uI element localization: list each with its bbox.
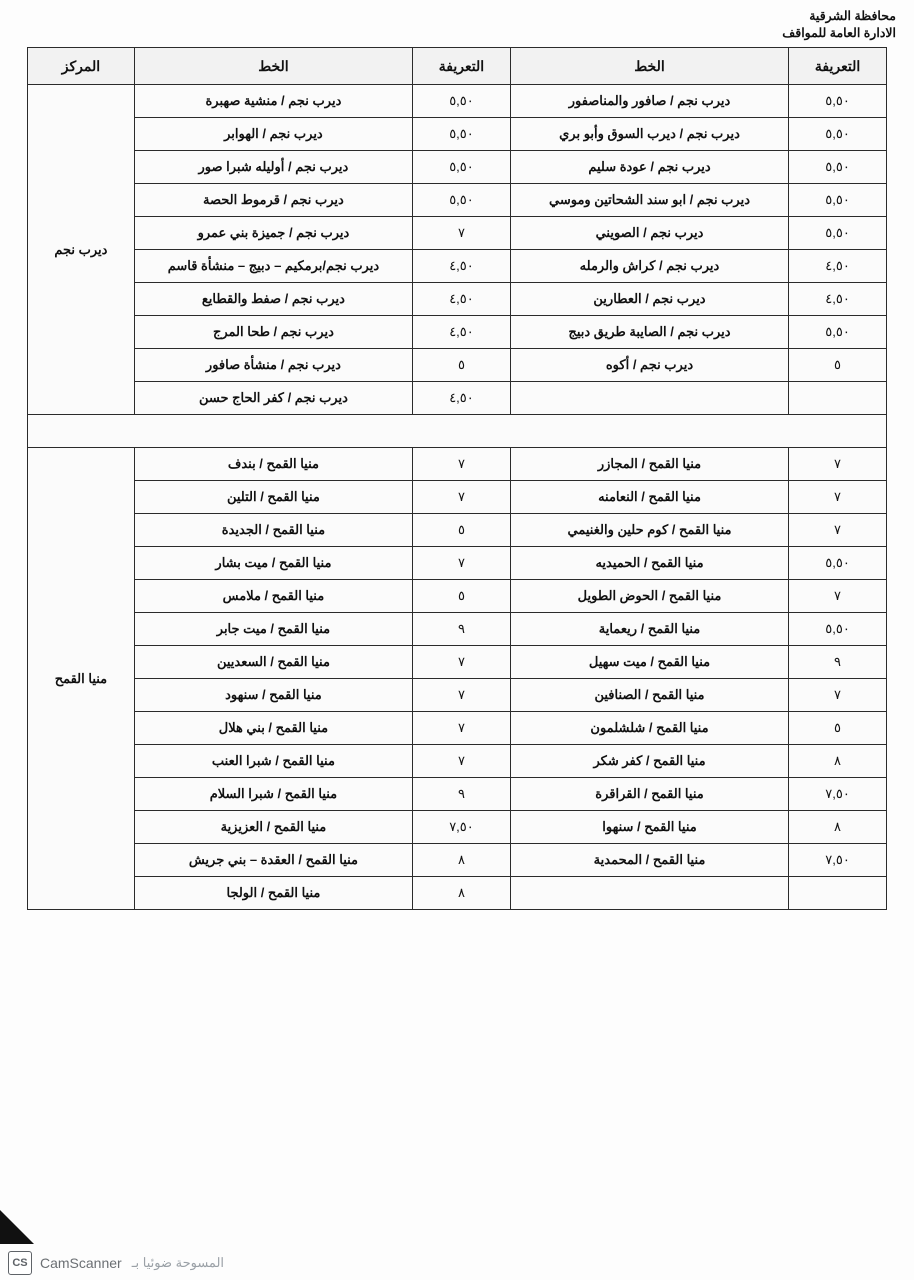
camscanner-footer [0, 1246, 914, 1280]
cell-line-primary: منيا القمح / التلين [134, 481, 412, 514]
cell-fare-secondary: ٥,٥٠ [789, 613, 887, 646]
cell-fare-primary: ٧ [413, 481, 511, 514]
cell-line-primary: ديرب نجم / منشية صهبرة [134, 85, 412, 118]
cell-fare-secondary: ٧ [789, 580, 887, 613]
table-row [28, 283, 887, 316]
table-row [28, 712, 887, 745]
cell-line-primary: ديرب نجم / قرموط الحصة [134, 184, 412, 217]
page-corner-fold [0, 1210, 34, 1244]
cell-line-primary: ديرب نجم / كفر الحاج حسن [134, 382, 412, 415]
cell-fare-secondary: ٧ [789, 679, 887, 712]
camscanner-label: CamScanner [40, 1255, 122, 1271]
cell-fare-primary: ٧ [413, 646, 511, 679]
cell-fare-secondary: ٤,٥٠ [789, 283, 887, 316]
cell-fare-primary: ٥,٥٠ [413, 151, 511, 184]
cell-line-primary: منيا القمح / شبرا العنب [134, 745, 412, 778]
cell-fare-secondary: ٥,٥٠ [789, 217, 887, 250]
cell-line-primary: منيا القمح / بني هلال [134, 712, 412, 745]
cell-line-secondary: منيا القمح / الحميديه [510, 547, 788, 580]
cell-line-primary: منيا القمح / سنهود [134, 679, 412, 712]
cell-fare-primary: ٧ [413, 712, 511, 745]
table-row [28, 85, 887, 118]
cell-fare-primary: ٧,٥٠ [413, 811, 511, 844]
cell-line-secondary: ديرب نجم / صافور والمناصفور [510, 85, 788, 118]
cell-line-secondary: منيا القمح / ميت سهيل [510, 646, 788, 679]
column-header-fare-right: التعريفة [789, 48, 887, 85]
cell-line-primary: ديرب نجم / أوليله شبرا صور [134, 151, 412, 184]
administration-label: الادارة العامة للمواقف [782, 25, 896, 40]
table-row [28, 151, 887, 184]
table-row [28, 514, 887, 547]
cell-fare-secondary: ٥,٥٠ [789, 184, 887, 217]
cell-fare-primary: ٧ [413, 547, 511, 580]
cell-fare-primary: ٧ [413, 217, 511, 250]
cell-fare-secondary: ٩ [789, 646, 887, 679]
cell-fare-primary: ٤,٥٠ [413, 250, 511, 283]
table-row [28, 118, 887, 151]
table-row [28, 250, 887, 283]
cell-fare-secondary: ٧ [789, 448, 887, 481]
table-row [28, 316, 887, 349]
cell-fare-secondary: ٥,٥٠ [789, 316, 887, 349]
cell-fare-primary: ٥ [413, 514, 511, 547]
column-header-line-left: الخط [134, 48, 412, 85]
table-row [28, 349, 887, 382]
cell-fare-primary: ٩ [413, 613, 511, 646]
cell-fare-secondary: ٥ [789, 349, 887, 382]
cell-fare-secondary: ٧ [789, 514, 887, 547]
cell-fare-secondary: ٨ [789, 811, 887, 844]
cell-line-secondary: منيا القمح / سنهوا [510, 811, 788, 844]
cell-fare-secondary: ٥,٥٠ [789, 547, 887, 580]
cell-line-primary: منيا القمح / ميت بشار [134, 547, 412, 580]
table-row [28, 448, 887, 481]
cell-fare-secondary: ٥,٥٠ [789, 118, 887, 151]
cell-line-primary: منيا القمح / العقدة – بني جريش [134, 844, 412, 877]
cell-line-secondary: ديرب نجم / كراش والرمله [510, 250, 788, 283]
cell-fare-primary: ٩ [413, 778, 511, 811]
table-row [28, 679, 887, 712]
cell-fare-primary: ٨ [413, 877, 511, 910]
cell-line-primary: ديرب نجم / صفط والقطايع [134, 283, 412, 316]
camscanner-arabic-note: المسوحة ضوئيا بـ [131, 1255, 225, 1270]
fares-table [27, 47, 887, 910]
cell-line-secondary: منيا القمح / القراقرة [510, 778, 788, 811]
cell-center-name: منيا القمح [28, 448, 135, 910]
cell-line-primary: منيا القمح / العزيزية [134, 811, 412, 844]
cell-line-primary: منيا القمح / شبرا السلام [134, 778, 412, 811]
camscanner-logo-icon: CS [8, 1251, 32, 1275]
cell-fare-primary: ٧ [413, 448, 511, 481]
cell-line-secondary: ديرب نجم / أكوه [510, 349, 788, 382]
group-spacer-cell [28, 415, 887, 448]
cell-line-secondary: منيا القمح / شلشلمون [510, 712, 788, 745]
cell-line-secondary: ديرب نجم / ديرب السوق وأبو بري [510, 118, 788, 151]
cell-empty-line [510, 382, 788, 415]
cell-line-primary: ديرب نجم / الهوابر [134, 118, 412, 151]
table-row [28, 778, 887, 811]
cell-line-primary: منيا القمح / بندف [134, 448, 412, 481]
table-row [28, 745, 887, 778]
cell-line-secondary: ديرب نجم / الصويني [510, 217, 788, 250]
table-row [28, 877, 887, 910]
fares-table-wrapper [27, 47, 887, 910]
table-row [28, 217, 887, 250]
cell-fare-primary: ٥,٥٠ [413, 118, 511, 151]
cell-fare-primary: ٧ [413, 679, 511, 712]
table-row [28, 844, 887, 877]
table-row [28, 613, 887, 646]
cell-fare-secondary: ٥ [789, 712, 887, 745]
cell-line-primary: منيا القمح / ميت جابر [134, 613, 412, 646]
cell-empty-fare [789, 382, 887, 415]
column-header-center: المركز [28, 48, 135, 85]
cell-line-secondary: ديرب نجم / العطارين [510, 283, 788, 316]
cell-fare-primary: ٤,٥٠ [413, 316, 511, 349]
cell-fare-primary: ٨ [413, 844, 511, 877]
table-row [28, 184, 887, 217]
cell-line-secondary: منيا القمح / الصنافين [510, 679, 788, 712]
cell-fare-primary: ٤,٥٠ [413, 283, 511, 316]
cell-fare-secondary: ٥,٥٠ [789, 151, 887, 184]
cell-fare-primary: ٥,٥٠ [413, 85, 511, 118]
cell-line-primary: منيا القمح / السعديين [134, 646, 412, 679]
cell-fare-secondary: ٥,٥٠ [789, 85, 887, 118]
column-header-fare-left: التعريفة [413, 48, 511, 85]
cell-empty-line [510, 877, 788, 910]
table-row [28, 811, 887, 844]
cell-line-secondary: منيا القمح / كوم حلين والغنيمي [510, 514, 788, 547]
document-header [782, 8, 896, 42]
fares-table-body [28, 85, 887, 910]
cell-fare-primary: ٤,٥٠ [413, 382, 511, 415]
cell-line-secondary: منيا القمح / النعامنه [510, 481, 788, 514]
table-row [28, 382, 887, 415]
cell-fare-primary: ٥,٥٠ [413, 184, 511, 217]
cell-line-primary: ديرب نجم / طحا المرج [134, 316, 412, 349]
table-row [28, 580, 887, 613]
cell-line-secondary: منيا القمح / المحمدية [510, 844, 788, 877]
cell-line-secondary: ديرب نجم / عودة سليم [510, 151, 788, 184]
table-row [28, 481, 887, 514]
governorate-label: محافظة الشرقية [809, 9, 896, 23]
cell-line-primary: منيا القمح / ملامس [134, 580, 412, 613]
cell-line-primary: ديرب نجم / منشأة صافور [134, 349, 412, 382]
cell-fare-secondary: ٤,٥٠ [789, 250, 887, 283]
cell-line-primary: منيا القمح / الولجا [134, 877, 412, 910]
cell-line-secondary: ديرب نجم / الصايبة طريق دبيج [510, 316, 788, 349]
table-row [28, 646, 887, 679]
cell-line-primary: منيا القمح / الجديدة [134, 514, 412, 547]
cell-center-name: ديرب نجم [28, 85, 135, 415]
cell-fare-primary: ٥ [413, 580, 511, 613]
group-spacer-row [28, 415, 887, 448]
cell-fare-secondary: ٧,٥٠ [789, 844, 887, 877]
cell-line-secondary: منيا القمح / ريعماية [510, 613, 788, 646]
cell-line-primary: ديرب نجم/برمكيم – دبيج – منشأة قاسم [134, 250, 412, 283]
table-row [28, 547, 887, 580]
cell-fare-secondary: ٧,٥٠ [789, 778, 887, 811]
column-header-line-right: الخط [510, 48, 788, 85]
cell-line-secondary: منيا القمح / المجازر [510, 448, 788, 481]
cell-fare-primary: ٥ [413, 349, 511, 382]
cell-fare-secondary: ٨ [789, 745, 887, 778]
cell-empty-fare [789, 877, 887, 910]
cell-line-primary: ديرب نجم / جميزة بني عمرو [134, 217, 412, 250]
cell-line-secondary: منيا القمح / الحوض الطويل [510, 580, 788, 613]
cell-line-secondary: ديرب نجم / ابو سند الشحاتين وموسي [510, 184, 788, 217]
cell-fare-secondary: ٧ [789, 481, 887, 514]
table-header-row [28, 48, 887, 85]
cell-line-secondary: منيا القمح / كفر شكر [510, 745, 788, 778]
cell-fare-primary: ٧ [413, 745, 511, 778]
